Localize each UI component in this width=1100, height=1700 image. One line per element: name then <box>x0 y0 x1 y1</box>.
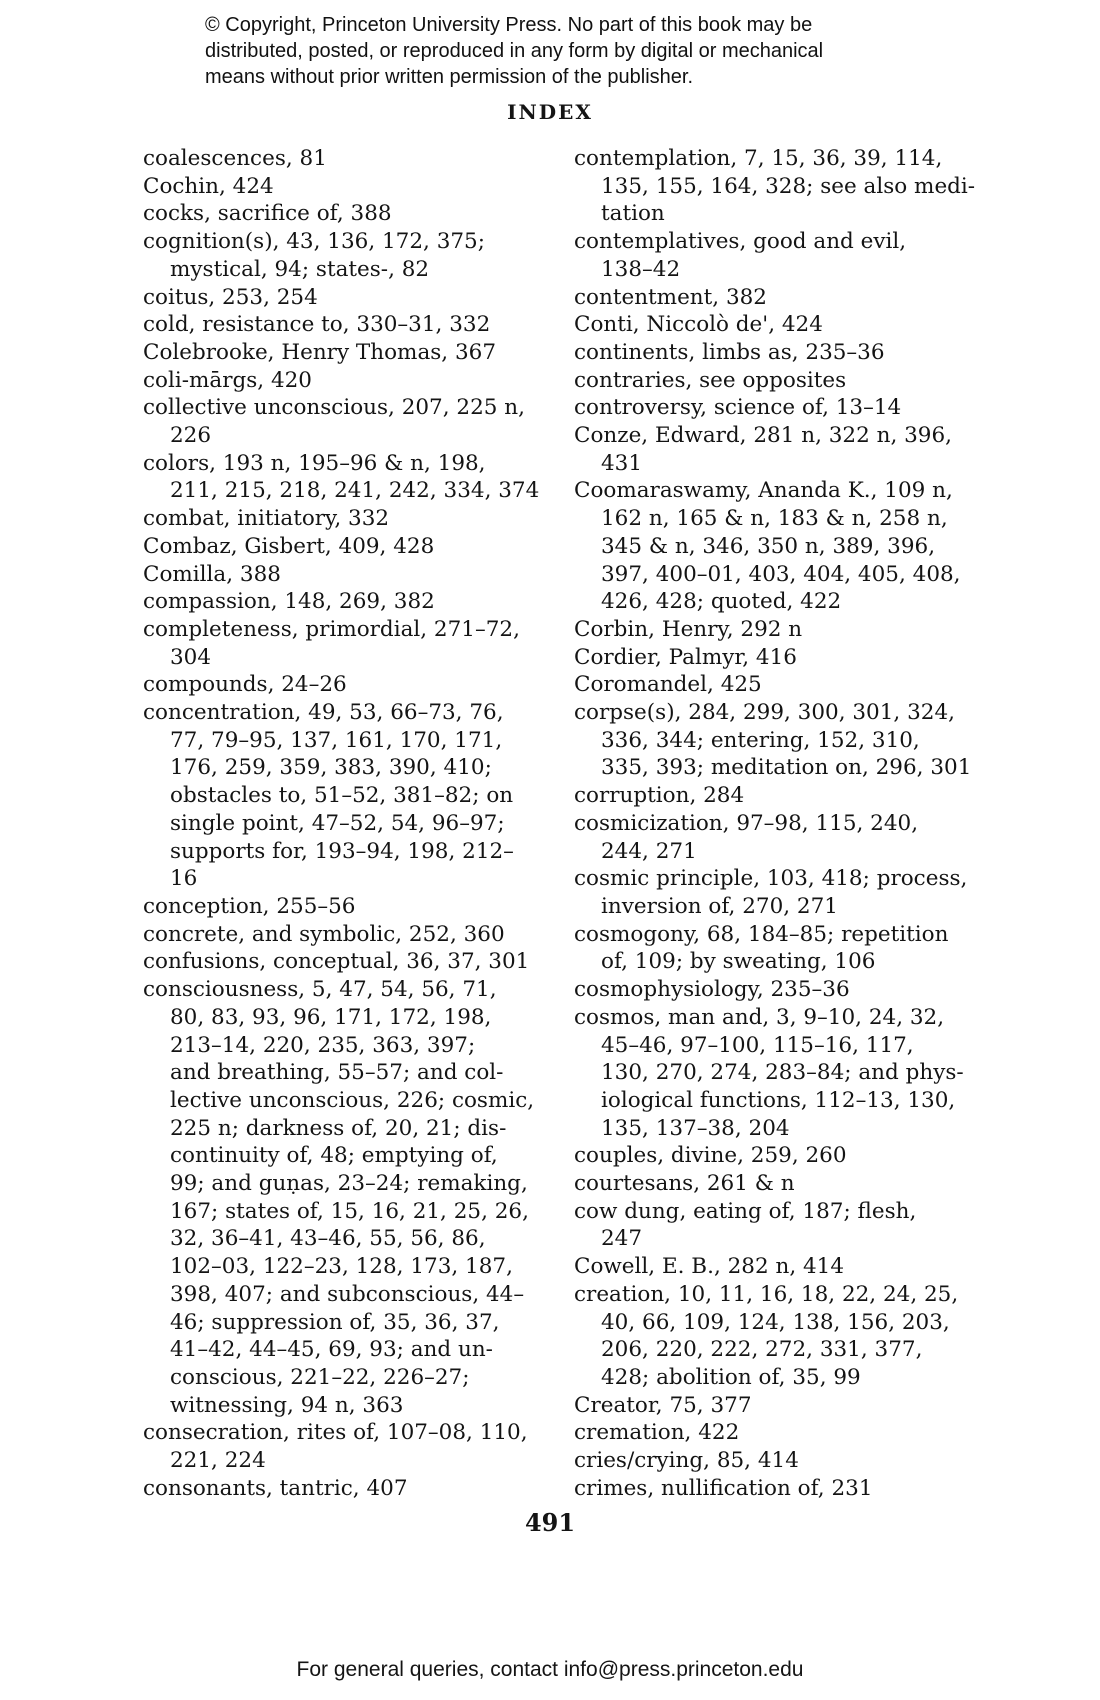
index-entry <box>574 1392 1004 1420</box>
index-entry <box>143 200 563 228</box>
index-entry-continuation: 138–42 <box>601 256 681 282</box>
index-entry-text: continents, limbs as, 235–36 <box>574 339 885 365</box>
index-column-left <box>143 145 563 1502</box>
index-entry-continuation: lective unconscious, 226; cosmic, <box>170 1087 535 1113</box>
index-entry-text: cognition(s), 43, 136, 172, 375; <box>143 229 485 255</box>
index-entry <box>143 699 563 893</box>
index-entry-continuation: 41–42, 44–45, 69, 93; and un- <box>170 1337 493 1363</box>
index-entry <box>574 311 1004 339</box>
index-entry-text: couples, divine, 259, 260 <box>574 1143 847 1169</box>
index-entry-continuation: 16 <box>170 866 198 892</box>
index-entry-text: conception, 255–56 <box>143 893 356 919</box>
copyright-line: means without prior written permission of the publisher. <box>205 66 694 88</box>
index-entry-continuation: 213–14, 220, 235, 363, 397; <box>170 1032 476 1058</box>
index-entry-text: Cochin, 424 <box>143 173 274 199</box>
index-entry-text: crimes, nullification of, 231 <box>574 1475 873 1501</box>
index-entry-text: coitus, 253, 254 <box>143 284 318 310</box>
index-entry-text: Creator, 75, 377 <box>574 1392 752 1418</box>
index-entry-text: cocks, sacrifice of, 388 <box>143 201 392 227</box>
index-entry-continuation: mystical, 94; states-, 82 <box>170 256 430 282</box>
index-entry-text: cosmogony, 68, 184–85; repetition <box>574 921 949 947</box>
index-entry <box>143 671 563 699</box>
index-entry-text: creation, 10, 11, 16, 18, 22, 24, 25, <box>574 1281 959 1307</box>
index-entry-text: corruption, 284 <box>574 783 745 809</box>
index-entry <box>143 311 563 339</box>
index-entry-text: cow dung, eating of, 187; flesh, <box>574 1198 917 1224</box>
index-entry-continuation: 335, 393; meditation on, 296, 301 <box>601 755 972 781</box>
index-column-right <box>574 145 1004 1502</box>
index-entry-text: cold, resistance to, 330–31, 332 <box>143 312 491 338</box>
index-entry-continuation: 135, 155, 164, 328; see also medi- <box>601 173 976 199</box>
index-entry-continuation: 304 <box>170 644 212 670</box>
index-entry-text: cosmicization, 97–98, 115, 240, <box>574 810 919 836</box>
index-entry-text: compounds, 24–26 <box>143 672 347 698</box>
index-entry-continuation: 247 <box>601 1226 643 1252</box>
index-entry-text: Cordier, Palmyr, 416 <box>574 644 797 670</box>
index-entry <box>574 671 1004 699</box>
index-entry-continuation: 244, 271 <box>601 838 697 864</box>
index-entry-text: consonants, tantric, 407 <box>143 1475 408 1501</box>
index-entry-continuation: 135, 137–38, 204 <box>601 1115 790 1141</box>
index-entry <box>574 1142 1004 1170</box>
index-entry-text: Conze, Edward, 281 n, 322 n, 396, <box>574 423 952 449</box>
index-entry <box>143 561 563 589</box>
index-entry-continuation: 45–46, 97–100, 115–16, 117, <box>601 1032 914 1058</box>
index-entry <box>143 284 563 312</box>
index-entry-continuation: 206, 220, 222, 272, 331, 377, <box>601 1337 923 1363</box>
index-entry <box>574 1170 1004 1198</box>
index-entry <box>574 145 1004 228</box>
index-entry <box>143 173 563 201</box>
index-entry-text: compassion, 148, 269, 382 <box>143 589 435 615</box>
index-entry-continuation: of, 109; by sweating, 106 <box>601 949 876 975</box>
index-entry <box>143 1475 563 1503</box>
index-entry-continuation: 226 <box>170 423 212 449</box>
index-entry-continuation: tation <box>601 201 665 227</box>
index-entry <box>143 505 563 533</box>
index-entry-text: Cowell, E. B., 282 n, 414 <box>574 1254 845 1280</box>
index-entry-text: contemplation, 7, 15, 36, 39, 114, <box>574 146 943 171</box>
index-entry-continuation: 426, 428; quoted, 422 <box>601 589 842 615</box>
index-entry-continuation: 345 & n, 346, 350 n, 389, 396, <box>601 533 936 559</box>
index-entry <box>143 394 563 449</box>
index-entry-continuation: 176, 259, 359, 383, 390, 410; <box>170 755 492 781</box>
index-entry-text: cosmic principle, 103, 418; process, <box>574 866 968 892</box>
index-entry <box>574 339 1004 367</box>
index-entry <box>574 616 1004 644</box>
index-entry <box>574 367 1004 395</box>
index-entry-text: colors, 193 n, 195–96 & n, 198, <box>143 450 486 476</box>
index-entry-continuation: 225 n; darkness of, 20, 21; dis- <box>170 1115 507 1141</box>
index-entry <box>574 921 1004 976</box>
index-entry <box>143 450 563 505</box>
index-entry-continuation: 162 n, 165 & n, 183 & n, 258 n, <box>601 506 948 532</box>
index-entry-continuation: 221, 224 <box>170 1448 266 1474</box>
index-entry <box>574 976 1004 1004</box>
copyright-line: © Copyright, Princeton University Press. No part of this book may be <box>205 14 813 36</box>
index-entry-continuation: inversion of, 270, 271 <box>601 893 838 919</box>
index-entry <box>143 1419 563 1474</box>
index-entry <box>574 1198 1004 1253</box>
index-entry-text: Coromandel, 425 <box>574 672 762 698</box>
index-entry-continuation: witnessing, 94 n, 363 <box>170 1392 404 1418</box>
index-entry <box>574 477 1004 616</box>
index-entry <box>143 976 563 1419</box>
index-entry-continuation: 428; abolition of, 35, 99 <box>601 1364 861 1390</box>
copyright-line: distributed, posted, or reproduced in any form by digital or mechanical <box>205 40 824 62</box>
index-entry-text: contraries, see opposites <box>574 367 847 393</box>
index-entry <box>574 782 1004 810</box>
index-entry-continuation: 398, 407; and subconscious, 44– <box>170 1281 525 1307</box>
index-entry <box>574 1004 1004 1143</box>
index-entry-continuation: 167; states of, 15, 16, 21, 25, 26, <box>170 1198 529 1224</box>
index-entry-text: Corbin, Henry, 292 n <box>574 616 803 642</box>
index-entry-text: Combaz, Gisbert, 409, 428 <box>143 533 435 559</box>
index-entry-continuation: single point, 47–52, 54, 96–97; <box>170 810 505 836</box>
index-entry-text: coalescences, 81 <box>143 146 327 171</box>
index-entry-continuation: 40, 66, 109, 124, 138, 156, 203, <box>601 1309 950 1335</box>
index-entry-continuation: conscious, 221–22, 226–27; <box>170 1364 470 1390</box>
index-entry-continuation: 336, 344; entering, 152, 310, <box>601 727 920 753</box>
index-entry-text: Coomaraswamy, Ananda K., 109 n, <box>574 478 953 504</box>
index-entry-text: cosmos, man and, 3, 9–10, 24, 32, <box>574 1004 945 1030</box>
index-entry-text: corpse(s), 284, 299, 300, 301, 324, <box>574 700 955 726</box>
index-entry-continuation: 46; suppression of, 35, 36, 37, <box>170 1309 500 1335</box>
index-entry-text: confusions, conceptual, 36, 37, 301 <box>143 949 530 975</box>
index-entry-continuation: obstacles to, 51–52, 381–82; on <box>170 783 514 809</box>
index-entry <box>143 228 563 283</box>
index-entry <box>143 339 563 367</box>
index-entry-continuation: supports for, 193–94, 198, 212– <box>170 838 514 864</box>
index-entry-text: contentment, 382 <box>574 284 767 310</box>
index-entry <box>143 921 563 949</box>
index-entry-text: coli-mārgs, 420 <box>143 367 312 393</box>
index-entry <box>143 533 563 561</box>
index-entry-continuation: 211, 215, 218, 241, 242, 334, 374 <box>170 478 540 504</box>
index-entry <box>574 284 1004 312</box>
index-entry-text: combat, initiatory, 332 <box>143 506 390 532</box>
index-entry-continuation: 397, 400–01, 403, 404, 405, 408, <box>601 561 961 587</box>
index-entry <box>574 1447 1004 1475</box>
index-entry <box>574 810 1004 865</box>
index-entry <box>574 1475 1004 1503</box>
index-entry-text: consecration, rites of, 107–08, 110, <box>143 1420 528 1446</box>
index-entry-text: cries/crying, 85, 414 <box>574 1448 799 1474</box>
index-entry <box>143 616 563 671</box>
index-entry <box>574 644 1004 672</box>
index-entry-continuation: 99; and guṇas, 23–24; remaking, <box>170 1171 528 1197</box>
index-entry-continuation: 431 <box>601 450 643 476</box>
index-entry-text: courtesans, 261 & n <box>574 1171 795 1197</box>
index-entry-text: Conti, Niccolò de', 424 <box>574 312 823 338</box>
index-entry <box>143 367 563 395</box>
index-entry-continuation: continuity of, 48; emptying of, <box>170 1143 498 1169</box>
index-entry <box>143 948 563 976</box>
index-entry-text: contemplatives, good and evil, <box>574 229 907 255</box>
index-entry-text: controversy, science of, 13–14 <box>574 395 902 421</box>
copyright-notice <box>205 12 945 90</box>
index-entry-continuation: 80, 83, 93, 96, 171, 172, 198, <box>170 1004 492 1030</box>
index-entry-text: cosmophysiology, 235–36 <box>574 977 850 1003</box>
index-entry <box>574 865 1004 920</box>
index-entry-text: concentration, 49, 53, 66–73, 76, <box>143 700 504 726</box>
index-entry <box>574 699 1004 782</box>
index-entry-continuation: 102–03, 122–23, 128, 173, 187, <box>170 1254 513 1280</box>
index-entry-continuation: 130, 270, 274, 283–84; and phys- <box>601 1060 964 1086</box>
index-entry-text: cremation, 422 <box>574 1420 740 1446</box>
index-entry-text: consciousness, 5, 47, 54, 56, 71, <box>143 977 497 1003</box>
index-entry-text: collective unconscious, 207, 225 n, <box>143 395 525 421</box>
index-entry-text: completeness, primordial, 271–72, <box>143 616 520 642</box>
footer-contact: For general queries, contact info@press.princeton.edu <box>296 1658 804 1681</box>
index-entry <box>143 893 563 921</box>
index-entry-continuation: 77, 79–95, 137, 161, 170, 171, <box>170 727 503 753</box>
page-number: 491 <box>524 1508 576 1537</box>
index-entry-continuation: iological functions, 112–13, 130, <box>601 1087 956 1113</box>
index-entry-text: Comilla, 388 <box>143 561 281 587</box>
index-entry-text: concrete, and symbolic, 252, 360 <box>143 921 505 947</box>
index-entry <box>574 1253 1004 1281</box>
index-entry <box>574 394 1004 422</box>
index-entry <box>143 588 563 616</box>
index-entry <box>574 228 1004 283</box>
index-entry-text: Colebrooke, Henry Thomas, 367 <box>143 339 496 365</box>
index-entry-continuation: and breathing, 55–57; and col- <box>170 1060 504 1086</box>
page-title: INDEX <box>507 100 593 124</box>
index-entry-continuation: 32, 36–41, 43–46, 55, 56, 86, <box>170 1226 486 1252</box>
index-entry <box>574 1281 1004 1392</box>
index-entry <box>574 1419 1004 1447</box>
index-entry <box>574 422 1004 477</box>
index-entry <box>143 145 563 173</box>
